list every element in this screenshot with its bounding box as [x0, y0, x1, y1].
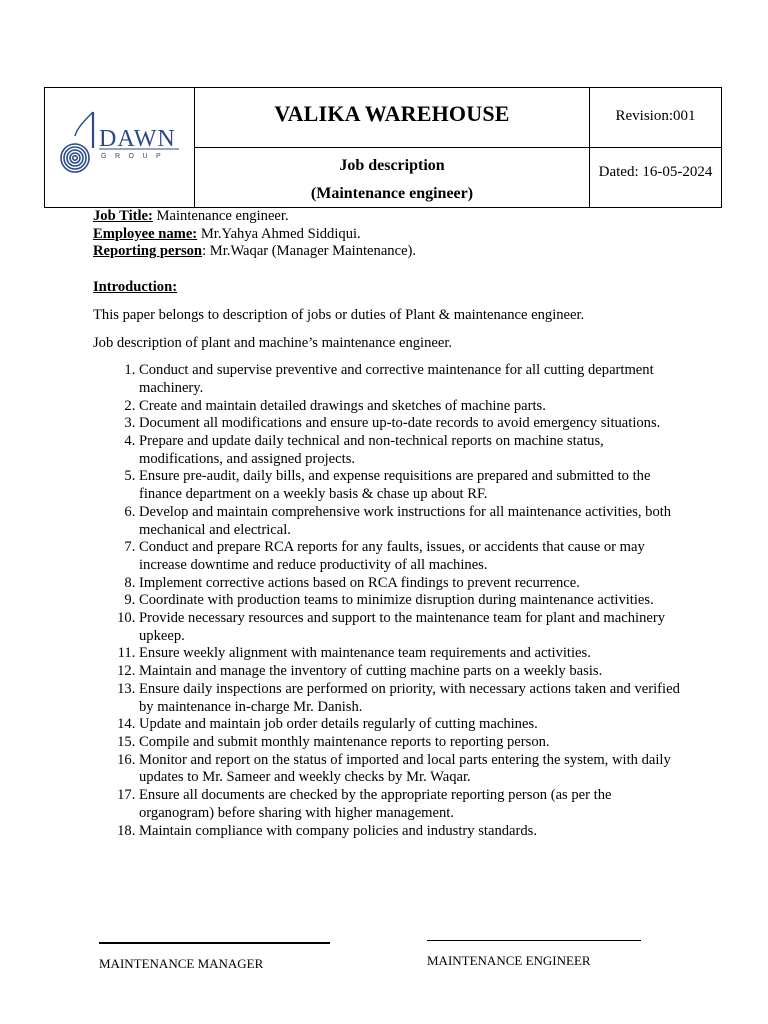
duty-item: 8. Implement corrective actions based on RCA findings to prevent recurrence.: [139, 575, 683, 593]
job-description-cell: [195, 148, 590, 207]
revision-cell: [590, 88, 721, 148]
engineer-signature-label: MAINTENANCE ENGINEER: [427, 953, 591, 968]
logo-cell: [45, 88, 195, 207]
document-body: [93, 208, 683, 840]
employee-name-value: Mr.Yahya Ahmed Siddiqui.: [197, 225, 361, 242]
dawn-group-logo: [45, 88, 195, 207]
duty-item: 5. Ensure pre-audit, daily bills, and expense requisitions are prepared and submitted to the finance department on a weekly basis & chase up about RF.: [139, 468, 683, 503]
duty-item: 3. Document all modifications and ensure up-to-date records to avoid emergency situations.: [139, 415, 683, 433]
duty-item: 16. Monitor and report on the status of imported and local parts entering the system, with daily updates to Mr. Sameer and weekly checks by Mr. Waqar.: [139, 752, 683, 787]
job-title-line: [93, 208, 683, 226]
intro-paragraph: This paper belongs to description of jobs or duties of Plant & maintenance engineer.: [93, 306, 585, 323]
duty-item: 14. Update and maintain job order details regularly of cutting machines.: [139, 716, 683, 734]
job-title-label: Job Title:: [93, 208, 153, 224]
reporting-person-label: Reporting person: [93, 243, 203, 260]
duty-item: 9. Coordinate with production teams to minimize disruption during maintenance activities.: [139, 592, 683, 610]
duty-item: 2. Create and maintain detailed drawings and sketches of machine parts.: [139, 398, 683, 416]
manager-signature-line: [99, 942, 330, 944]
revision-text: Revision:001: [615, 108, 696, 124]
date-cell: [590, 148, 721, 207]
description-paragraph: Job description of plant and machine’s maintenance engineer.: [93, 334, 453, 351]
document-header-table: [44, 87, 722, 208]
logo-brand-text: DAWN: [99, 126, 176, 152]
duty-item: 1. Conduct and supervise preventive and corrective maintenance for all cutting department machinery.: [139, 362, 683, 397]
duty-item: 17. Ensure all documents are checked by the appropriate reporting person (as per the organogram) before sharing with higher management.: [139, 787, 683, 822]
duty-item: 13. Ensure daily inspections are performed on priority, with necessary actions taken and verified by maintenance in-charge Mr. Danish.: [139, 681, 683, 716]
employee-name-line: [93, 226, 683, 244]
duty-item: 12. Maintain and manage the inventory of cutting machine parts on a weekly basis.: [139, 663, 683, 681]
duty-item: 18. Maintain compliance with company policies and industry standards.: [139, 823, 683, 841]
title-cell: [195, 88, 590, 148]
employee-name-label: Employee name:: [93, 225, 198, 242]
duty-item: 6. Develop and maintain comprehensive work instructions for all maintenance activities, both mechanical and electrical.: [139, 504, 683, 539]
duties-list: [93, 362, 683, 840]
dated-text: Dated: 16-05-2024: [598, 164, 713, 180]
duty-item: 7. Conduct and prepare RCA reports for any faults, issues, or accidents that cause or may increase downtime and reduce productivity of all machines.: [139, 539, 683, 574]
duty-item: 11. Ensure weekly alignment with maintenance team requirements and activities.: [139, 645, 683, 663]
engineer-signature-line: [427, 940, 641, 941]
job-description-subheading: (Maintenance engineer): [310, 185, 474, 202]
reporting-person-value: : Mr.Waqar (Manager Maintenance).: [202, 243, 417, 260]
introduction-heading: Introduction:: [93, 279, 178, 296]
logo-subtext: GROUP: [101, 153, 170, 160]
duty-item: 10. Provide necessary resources and support to the maintenance team for plant and machinery upkeep.: [139, 610, 683, 645]
duty-item: 15. Compile and submit monthly maintenance reports to reporting person.: [139, 734, 683, 752]
job-title-value: Maintenance engineer.: [152, 208, 289, 224]
job-description-heading: Job description: [339, 157, 445, 174]
document-title: VALIKA WAREHOUSE: [274, 101, 510, 126]
duty-item: 4. Prepare and update daily technical and non-technical reports on machine status, modifications, and assigned projects.: [139, 433, 683, 468]
reporting-person-line: [93, 243, 683, 261]
manager-signature-label: MAINTENANCE MANAGER: [99, 956, 264, 971]
